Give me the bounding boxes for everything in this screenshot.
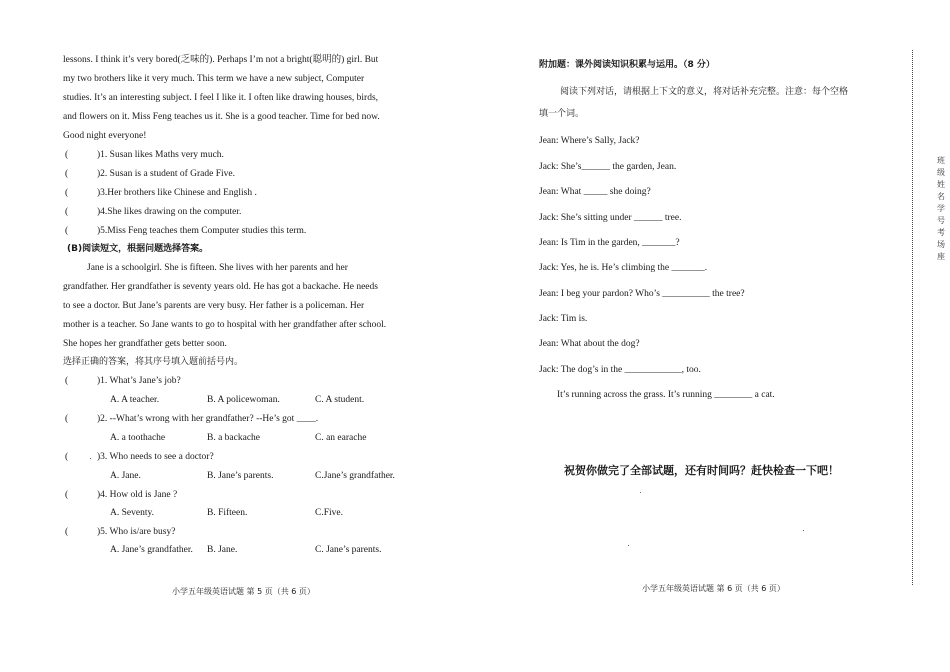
passage-a-line: lessons. I think it’s very bored(乏味的). Perhaps I’m not a bright(聪明的) girl. But xyxy=(63,55,379,65)
tf-paren: ( xyxy=(65,150,69,160)
passage-a-line: my two brothers like it very much. This term we have a new subject, Computer xyxy=(63,74,365,84)
mc-question: )2. --What’s wrong with her grandfather? --He’s got ____. xyxy=(97,414,319,424)
mc-paren: ( xyxy=(65,452,69,462)
right-page xyxy=(475,0,950,672)
dialogue-line: Jean: What about the dog? xyxy=(539,339,640,349)
dialogue-line: Jack: Yes, he is. He’s climbing the _______. xyxy=(539,263,708,273)
passage-a-line: studies. It’s an interesting subject. I feel I like it. I often like drawing houses, birds, xyxy=(63,93,379,103)
tf-paren: ( xyxy=(65,188,69,198)
dialogue-line: Jack: She’s sitting under ______ tree. xyxy=(539,213,682,223)
tf-question: )1. Susan likes Maths very much. xyxy=(97,150,224,160)
binding-margin-labels: 班 级 姓 名 学 号 考 场 座 xyxy=(937,156,945,261)
instruction-line: 填一个词。 xyxy=(539,109,585,119)
mc-option: B. Jane. xyxy=(207,545,238,555)
mc-paren: ( xyxy=(65,527,69,537)
mc-option: B. a backache xyxy=(207,433,261,443)
dialogue-line: Jean: What _____ she doing? xyxy=(539,187,651,197)
bonus-title: 附加题：课外阅读知识积累与运用。（8 分） xyxy=(539,60,715,70)
mc-option: C. Jane’s parents. xyxy=(315,545,382,555)
tf-question: )2. Susan is a student of Grade Five. xyxy=(97,169,235,179)
tf-question: )3.Her brothers like Chinese and English . xyxy=(97,188,257,198)
mc-option: C. an earache xyxy=(315,433,367,443)
mc-paren: ( xyxy=(65,490,69,500)
scan-speck xyxy=(628,545,629,546)
page-footer: 小学五年级英语试题 第 5 页（共 6 页） xyxy=(172,587,315,596)
dialogue-line: Jean: Where’s Sally, Jack? xyxy=(539,136,640,146)
dialogue-line: Jack: The dog’s in the ____________, too. xyxy=(539,365,701,375)
tf-question: )5.Miss Feng teaches them Computer studies this term. xyxy=(97,226,307,236)
tf-question: )4.She likes drawing on the computer. xyxy=(97,207,242,217)
mc-question: )1. What’s Jane’s job? xyxy=(97,376,181,386)
passage-b-line: grandfather. Her grandfather is seventy years old. He has got a backache. He needs xyxy=(63,282,378,292)
mc-option: B. Jane’s parents. xyxy=(207,471,274,481)
tf-paren: ( xyxy=(65,169,69,179)
dialogue-line: Jean: I beg your pardon? Who’s __________ the tree? xyxy=(539,289,745,299)
dialogue-line: Jean: Is Tim in the garden, _______? xyxy=(539,238,680,248)
passage-b-line: to see a doctor. But Jane’s parents are very busy. Her father is a policeman. Her xyxy=(63,301,365,311)
mc-option: A. Jane’s grandfather. xyxy=(110,545,193,555)
mc-option: A. a toothache xyxy=(110,433,166,443)
mc-question: )5. Who is/are busy? xyxy=(97,527,176,537)
mc-option: A. Jane. xyxy=(110,471,141,481)
section-b-title: (B)阅读短文，根据问题选择答案。 xyxy=(67,244,209,254)
scan-speck xyxy=(90,458,91,459)
page-footer: 小学五年级英语试题 第 6 页（共 6 页） xyxy=(642,584,785,593)
mc-paren: ( xyxy=(65,414,69,424)
mc-option: C. A student. xyxy=(315,395,365,405)
mc-question: )3. Who needs to see a doctor? xyxy=(97,452,214,462)
scan-speck xyxy=(803,530,804,531)
scan-speck xyxy=(640,492,641,493)
mc-option: C.Five. xyxy=(315,508,343,518)
mc-instruction: 选择正确的答案，将其序号填入题前括号内。 xyxy=(63,357,244,367)
mc-option: A. A teacher. xyxy=(110,395,160,405)
mc-option: C.Jane’s grandfather. xyxy=(315,471,395,481)
mc-option: B. A policewoman. xyxy=(207,395,280,405)
congratulations-message: 祝贺你做完了全部试题，还有时间吗？赶快检查一下吧！ xyxy=(564,464,839,477)
mc-option: A. Seventy. xyxy=(110,508,154,518)
passage-b-line: She hopes her grandfather gets better soon. xyxy=(63,339,227,349)
passage-b-line: mother is a teacher. So Jane wants to go to hospital with her grandfather after school. xyxy=(63,320,387,330)
dialogue-line: It’s running across the grass. It’s running ________ a cat. xyxy=(557,390,775,400)
mc-paren: ( xyxy=(65,376,69,386)
passage-a-line: Good night everyone! xyxy=(63,131,147,141)
tf-paren: ( xyxy=(65,226,69,236)
instruction-line: 阅读下列对话，请根据上下文的意义，将对话补充完整。注意：每个空格 xyxy=(560,87,849,97)
tf-paren: ( xyxy=(65,207,69,217)
mc-question: )4. How old is Jane ? xyxy=(97,490,178,500)
passage-b-line: Jane is a schoolgirl. She is fifteen. She lives with her parents and her xyxy=(87,263,348,273)
dialogue-line: Jack: Tim is. xyxy=(539,314,588,324)
binding-dotted-line xyxy=(912,50,915,585)
dialogue-line: Jack: She’s______ the garden, Jean. xyxy=(539,162,677,172)
passage-a-line: and flowers on it. Miss Feng teaches us it. She is a good teacher. Time for bed now. xyxy=(63,112,380,122)
mc-option: B. Fifteen. xyxy=(207,508,248,518)
